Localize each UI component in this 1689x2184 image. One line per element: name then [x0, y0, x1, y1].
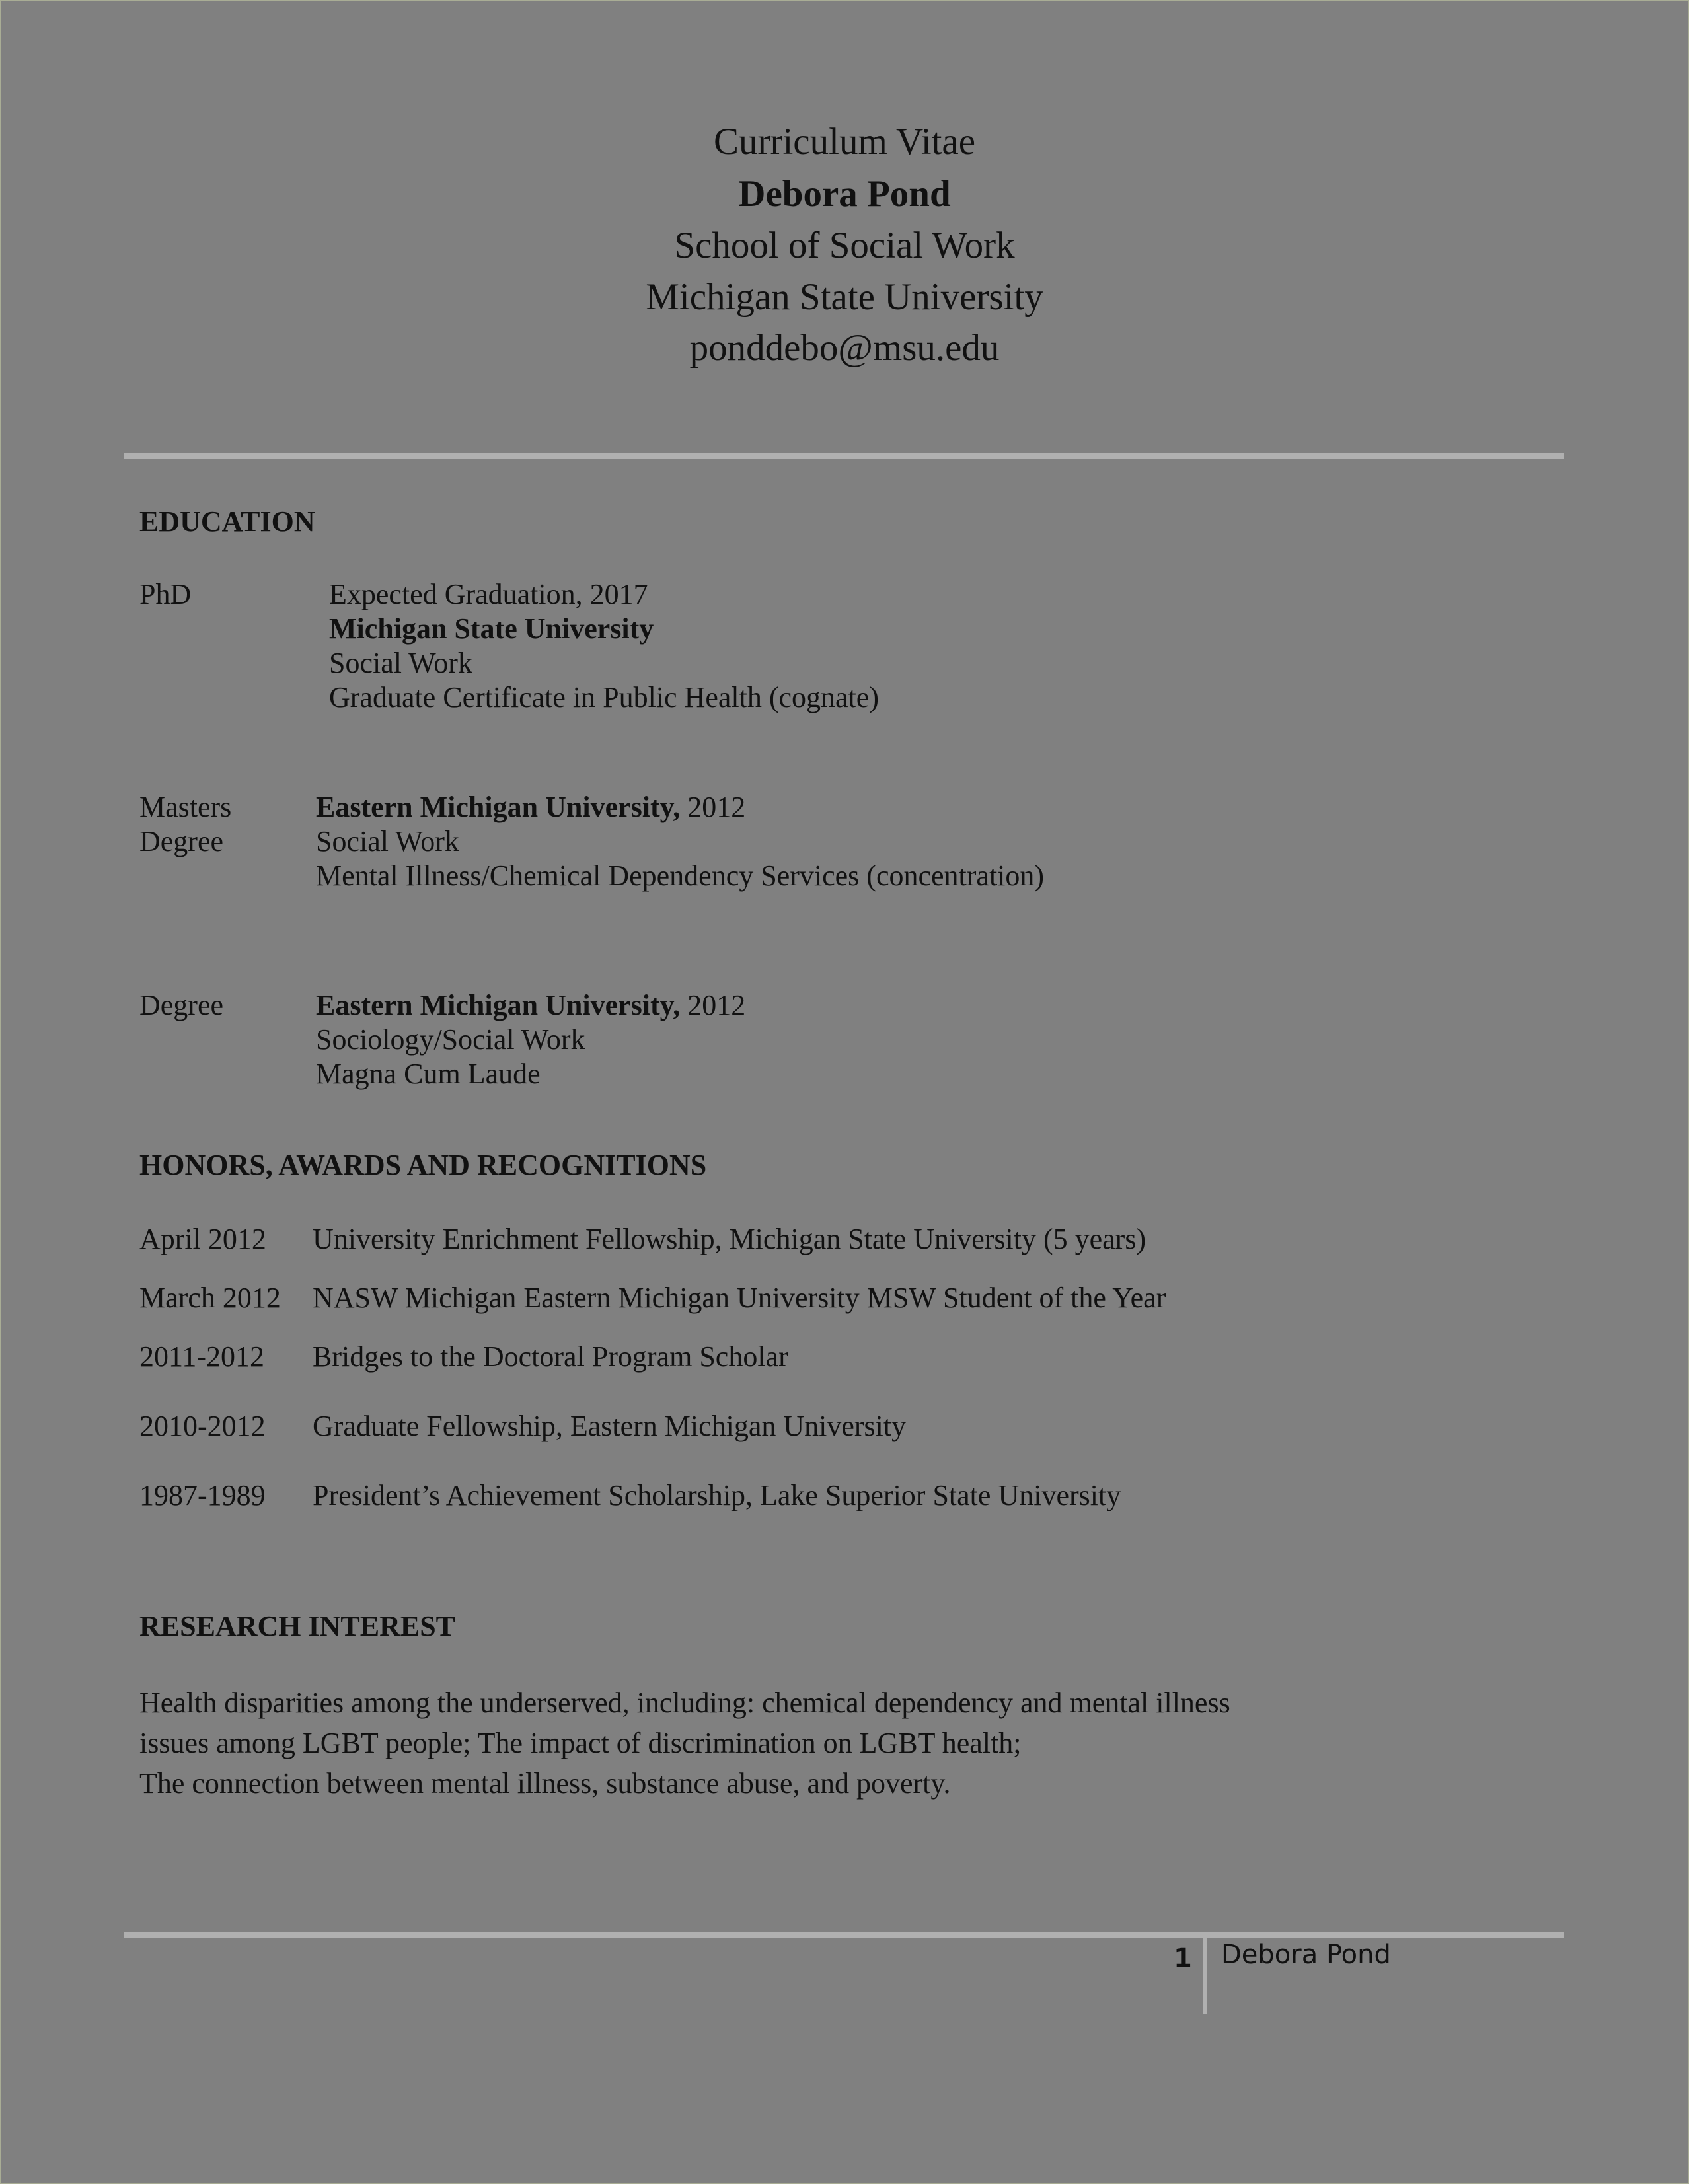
honor-date: April 2012: [139, 1223, 266, 1255]
phd-field: Social Work: [329, 647, 472, 679]
phd-certificate: Graduate Certificate in Public Health (cognate): [329, 681, 879, 713]
research-heading: RESEARCH INTEREST: [139, 1610, 456, 1642]
bachelors-label: Degree: [139, 989, 224, 1021]
document-title: Curriculum Vitae: [713, 121, 976, 163]
university: Michigan State University: [646, 276, 1043, 318]
masters-year: 2012: [680, 791, 746, 823]
honor-date: 2011-2012: [139, 1340, 265, 1373]
phd-school: Michigan State University: [329, 612, 654, 645]
department: School of Social Work: [674, 225, 1015, 266]
page-number: 1: [1174, 1944, 1192, 1974]
bachelors-school-line: [316, 988, 745, 1023]
honor-text: University Enrichment Fellowship, Michigan State University (5 years): [313, 1223, 1146, 1255]
bachelors-honor: Magna Cum Laude: [316, 1058, 541, 1090]
footer-name: Debora Pond: [1221, 1940, 1391, 1970]
honors-heading: HONORS, AWARDS AND RECOGNITIONS: [139, 1149, 707, 1181]
person-name: Debora Pond: [738, 173, 951, 215]
masters-concentration: Mental Illness/Chemical Dependency Services (concentration): [316, 859, 1045, 892]
bachelors-field: Sociology/Social Work: [316, 1023, 585, 1056]
phd-label: PhD: [139, 578, 192, 610]
research-line: Health disparities among the underserved, including: chemical dependency and mental illness: [139, 1687, 1230, 1719]
footer-divider: [124, 1932, 1564, 1938]
research-line: The connection between mental illness, substance abuse, and poverty.: [139, 1767, 951, 1800]
honor-text: Bridges to the Doctoral Program Scholar: [313, 1340, 788, 1373]
masters-school-line: [316, 790, 745, 824]
research-line: issues among LGBT people; The impact of discrimination on LGBT health;: [139, 1727, 1022, 1759]
masters-label: Masters: [139, 791, 232, 823]
bachelors-year: 2012: [680, 989, 746, 1021]
phd-expected: Expected Graduation, 2017: [329, 578, 648, 610]
honor-date: March 2012: [139, 1282, 281, 1314]
bachelors-school: Eastern Michigan University,: [316, 989, 681, 1021]
masters-label-degree: Degree: [139, 825, 224, 857]
header-divider: [124, 453, 1564, 459]
email: ponddebo@msu.edu: [689, 327, 1000, 369]
honor-text: NASW Michigan Eastern Michigan University MSW Student of the Year: [313, 1282, 1166, 1314]
honor-date: 2010-2012: [139, 1410, 266, 1442]
masters-field: Social Work: [316, 825, 459, 857]
education-heading: EDUCATION: [139, 505, 315, 538]
honor-date: 1987-1989: [139, 1479, 266, 1511]
honor-text: President’s Achievement Scholarship, Lake Superior State University: [313, 1479, 1121, 1511]
honor-text: Graduate Fellowship, Eastern Michigan University: [313, 1410, 907, 1442]
footer-separator: [1203, 1933, 1207, 2014]
masters-school: Eastern Michigan University,: [316, 791, 681, 823]
